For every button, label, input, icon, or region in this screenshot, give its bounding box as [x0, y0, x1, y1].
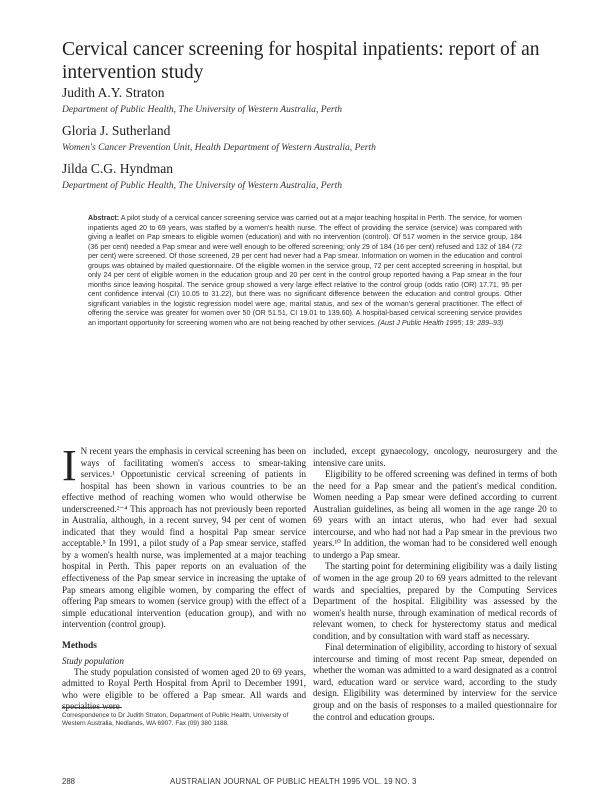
- section-heading-methods: Methods: [62, 640, 97, 651]
- abstract-label: Abstract:: [88, 214, 120, 222]
- intro-paragraph: N recent years the emphasis in cervical screening has been on ways of facilitating women's access to smear-taking services.¹ Opportunistic cervical screening of patients in hospital has been shown in various countries to be an effective method of reaching women who would otherwise be underscreened.²⁻⁴ This approach has not previously been reported in Australia, although, in a recent survey, 94 per cent of women indicated that they would find a hospital Pap smear service acceptable.⁵ In 1991, a pilot study of a Pap smear service, staffed by a women's health nurse, was implemented at a major teaching hospital in Perth. This paper reports on an evaluation of the effectiveness of the Pap smear service in increasing the uptake of Pap smears among eligible women, by comparing the effect of offering Pap smears to women (service group) with the effect of a simple educational intervention (education group), and with no intervention (control group).: [62, 446, 306, 630]
- abstract-text: A pilot study of a cervical cancer screening service was carried out at a major teaching hospital in Perth. The service, for women inpatients aged 20 to 69 years, was staffed by a women's health nurse. The effect of providing the service (service) was compared with giving a leaflet on Pap smears to eligible women (education) and with no intervention (control). Of 517 women in the service group, 184 (36 per cent) needed a Pap smear and were well enough to be offered screening; only 29 of 184 (16 per cent) refused and 132 of 184 (72 per cent) were screened. Of those screened, 29 per cent had never had a Pap smear. Information on women in the education and control groups was obtained by mailed questionnaire. Of the eligible women in the service group, 72 per cent accepted screening in hospital, but only 24 per cent of eligible women in the education group and 20 per cent in the control group reported having a Pap smear in the four months since leaving hospital. The service group showed a very large effect relative to the control group (odds ratio (OR) 17.71, 95 per cent confidence interval (CI) 10.05 to 31.22), but there was no significant difference between the education and control groups. Other significant variables in the logistic regression model were age, marital status, and sex of the woman's general practitioner. The effect of offering the service was greater for women over 50 (OR 51.51, CI 19.01 to 139.60). A hospital-based cervical screening service provides an important opportunity for screening women who are not being reached by other services.: [88, 214, 522, 327]
- correspondence-note: Correspondence to Dr Judith Straton, Department of Public Health, University of Western Australia, Nedlands, WA 6907. Fax (09) 380 1188.: [62, 712, 289, 728]
- author-name: Judith A.Y. Straton: [62, 85, 165, 100]
- abstract: [88, 214, 522, 328]
- body-paragraph: included, except gynaecology, oncology, neurosurgery and the intensive care units.: [313, 446, 557, 468]
- author-affiliation: Department of Public Health, The University of Western Australia, Perth: [62, 104, 343, 115]
- body-column-left: [62, 441, 306, 713]
- body-paragraph: Final determination of eligibility, according to history of sexual intercourse and timing of most recent Pap smear, depended on whether the woman was admitted to a ward designated as a control ward, education ward or service ward, according to the study design. Eligibility was determined by interview for the service group and on the basis of responses to a mailed questionnaire for the control and education groups.: [313, 642, 557, 722]
- drop-cap: I: [62, 441, 77, 490]
- author-affiliation: Women's Cancer Prevention Unit, Health Department of Western Australia, Perth: [62, 142, 376, 153]
- footnote-rule: [62, 707, 122, 708]
- body-paragraph: The starting point for determining eligibility was a daily listing of women in the age group 20 to 69 years admitted to the relevant wards and specialties, prepared by the Computing Services Department of the hospital. Eligibility was assessed by the women's health nurse, through examination of medical records of relevant women, to check for hysterectomy status and medical condition, and by consultation with ward staff as necessary.: [313, 561, 557, 641]
- body-column-right: [313, 446, 557, 723]
- page-number: 288: [62, 777, 76, 786]
- author-name: Jilda C.G. Hyndman: [62, 161, 173, 176]
- article-title: Cervical cancer screening for hospital inpatients: report of an intervention study: [62, 39, 540, 83]
- body-paragraph: The study population consisted of women aged 20 to 69 years, admitted to Royal Perth Hospital from April to December 1991, who were eligible to be offered a Pap smear. All wards and specialties were: [62, 666, 306, 712]
- author-affiliation: Department of Public Health, The University of Western Australia, Perth: [62, 180, 343, 191]
- abstract-citation: (Aust J Public Health 1995; 19: 289–93): [377, 318, 504, 327]
- author-name: Gloria J. Sutherland: [62, 123, 171, 138]
- journal-running-footer: AUSTRALIAN JOURNAL OF PUBLIC HEALTH 1995 VOL. 19 NO. 3: [170, 777, 417, 786]
- body-paragraph: Eligibility to be offered screening was defined in terms of both the need for a Pap smear and the patient's medical condition. Women needing a Pap smear were defined according to current Australian guidelines, as being all women in the age range 20 to 69 years with an intact uterus, who had ever had sexual intercourse, and who had not had a Pap smear in the previous two years.¹⁰ In addition, the woman had to be considered well enough to undergo a Pap smear.: [313, 469, 557, 560]
- subsection-heading: Study population: [62, 655, 124, 666]
